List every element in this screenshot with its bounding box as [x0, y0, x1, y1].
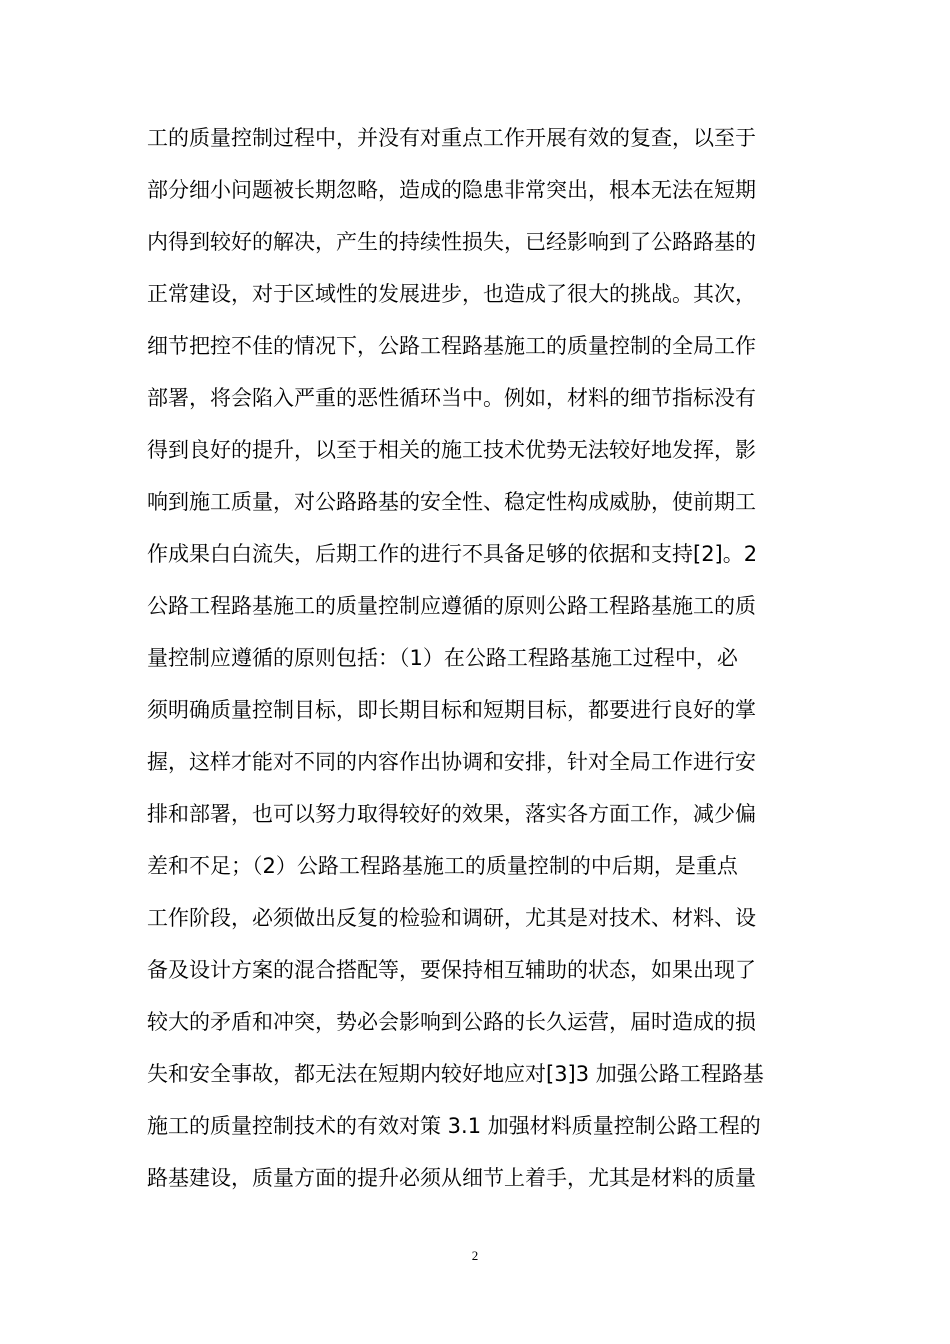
text-line: 握，这样才能对不同的内容作出协调和安排，针对全局工作进行安	[147, 750, 756, 774]
text-line: 施工的质量控制技术的有效对策 3.1 加强材料质量控制公路工程的	[147, 1114, 761, 1138]
text-line: 作成果白白流失，后期工作的进行不具备足够的依据和支持[2]。2	[147, 542, 758, 566]
text-line: 失和安全事故，都无法在短期内较好地应对[3]3 加强公路工程路基	[147, 1062, 764, 1086]
text-line: 须明确质量控制目标，即长期目标和短期目标，都要进行良好的掌	[147, 698, 756, 722]
text-line: 响到施工质量，对公路路基的安全性、稳定性构成威胁，使前期工	[147, 490, 756, 514]
text-line: 部分细小问题被长期忽略，造成的隐患非常突出，根本无法在短期	[147, 178, 756, 202]
text-line: 工作阶段，必须做出反复的检验和调研，尤其是对技术、材料、设	[147, 906, 756, 930]
text-line: 工的质量控制过程中，并没有对重点工作开展有效的复查，以至于	[147, 126, 756, 150]
text-line: 路基建设，质量方面的提升必须从细节上着手，尤其是材料的质量	[147, 1166, 756, 1190]
text-line: 较大的矛盾和冲突，势必会影响到公路的长久运营，届时造成的损	[147, 1010, 756, 1034]
text-line: 差和不足；（2）公路工程路基施工的质量控制的中后期，是重点	[147, 854, 738, 878]
text-line: 正常建设，对于区域性的发展进步，也造成了很大的挑战。其次，	[147, 282, 756, 306]
text-line: 公路工程路基施工的质量控制应遵循的原则公路工程路基施工的质	[147, 594, 756, 618]
text-line: 内得到较好的解决，产生的持续性损失，已经影响到了公路路基的	[147, 230, 756, 254]
text-line: 量控制应遵循的原则包括：（1）在公路工程路基施工过程中，必	[147, 646, 738, 670]
text-line: 细节把控不佳的情况下，公路工程路基施工的质量控制的全局工作	[147, 334, 756, 358]
text-line: 部署，将会陷入严重的恶性循环当中。例如，材料的细节指标没有	[147, 386, 756, 410]
page-number: 2	[471, 1248, 479, 1263]
text-line: 排和部署，也可以努力取得较好的效果，落实各方面工作，减少偏	[147, 802, 756, 826]
text-line: 得到良好的提升，以至于相关的施工技术优势无法较好地发挥，影	[147, 438, 756, 462]
text-line: 备及设计方案的混合搭配等，要保持相互辅助的状态，如果出现了	[147, 958, 756, 982]
document-body	[0, 112, 950, 1204]
